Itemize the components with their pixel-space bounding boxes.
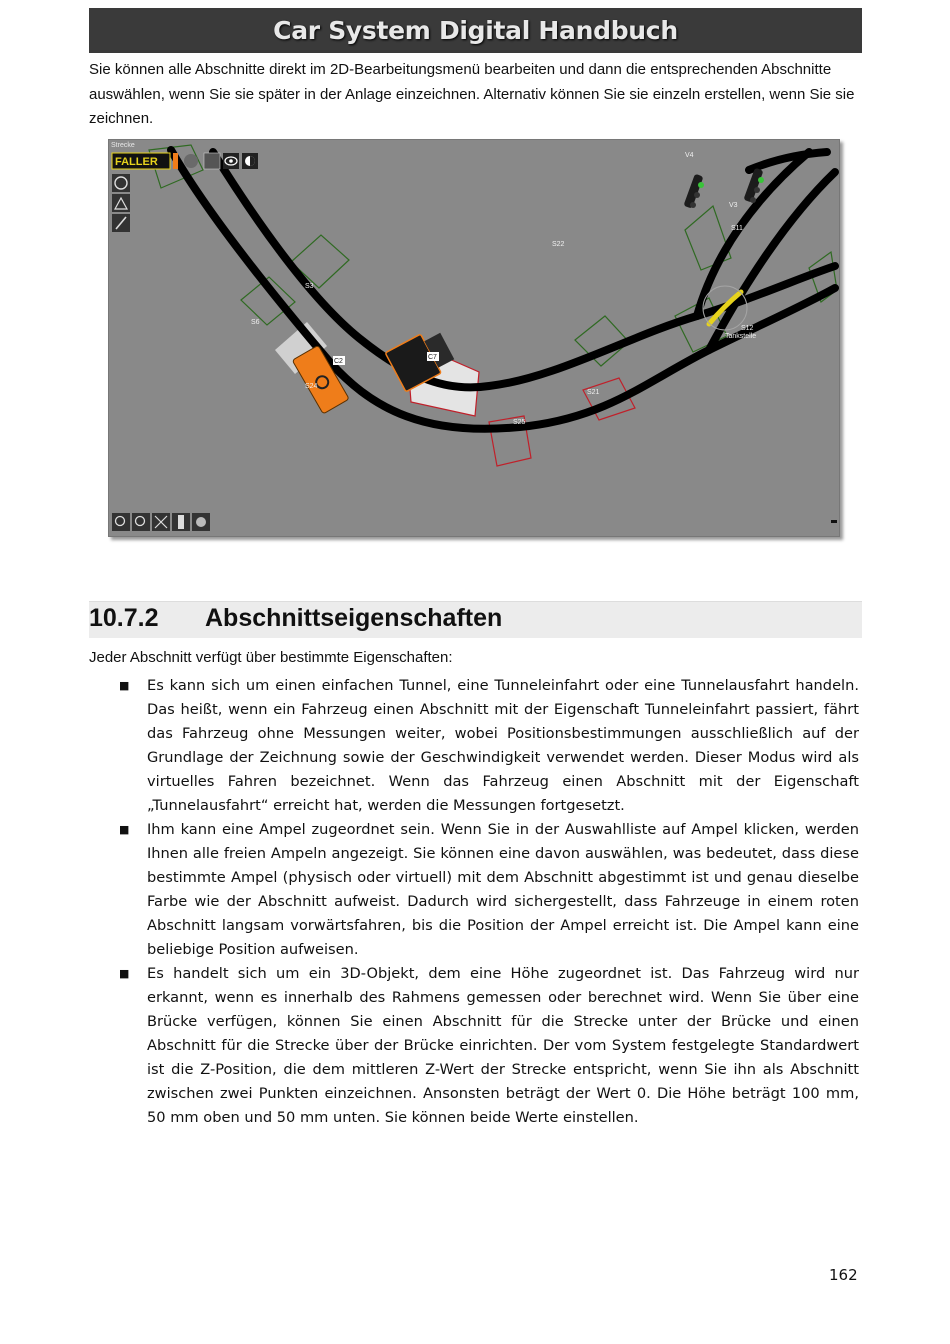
settings-icon[interactable] bbox=[184, 154, 198, 168]
intro-paragraph: Sie können alle Abschnitte direkt im 2D-Bearbeitungsmenü bearbeiten und dann die entsprechenden Abschnitte auswählen, wenn Sie sie später in der Anlage einzeichnen. Alternativ können Sie sie einzeln erstellen, wenn Sie sie zeichnen. bbox=[89, 61, 855, 127]
track-map bbox=[109, 140, 839, 536]
bullet-icon: ■ bbox=[119, 823, 130, 836]
document-title: Car System Digital Handbuch bbox=[273, 16, 678, 45]
editor-screenshot bbox=[108, 139, 840, 537]
zoom-out-icon[interactable] bbox=[132, 513, 150, 531]
section-title: Abschnittseigenschaften bbox=[205, 604, 503, 632]
side-tools bbox=[112, 174, 130, 232]
page-number: 162 bbox=[829, 1266, 858, 1284]
section-label: S3 bbox=[305, 283, 314, 290]
header-bar bbox=[89, 8, 862, 53]
list-item: ■ Es kann sich um einen einfachen Tunnel, eine Tunneleinfahrt oder eine Tunnelausfahrt handeln. Das heißt, wenn ein Fahrzeug einen Abschnitt mit der Eigenschaft Tunneleinfahrt passiert, fährt das Fahrzeug ohne Messungen weiter, wobei Positionsbestimmungen ausschließlich auf der Grundlage der Zeichnung sowie der Geschwindigkeit verwendet werden. Dieser Modus wird als virtuelles Fahren bezeichnet. Wenn das Fahrzeug einen Abschnitt mit der Eigenschaft „Tunnelausfahrt“ erreicht hat, werden die Messungen fortgesetzt. bbox=[119, 674, 859, 818]
section-label: V4 bbox=[685, 152, 694, 159]
property-list bbox=[119, 674, 859, 1130]
section-label: S11 bbox=[731, 225, 743, 232]
section-label: S21 bbox=[587, 389, 600, 396]
section-label: S22 bbox=[552, 241, 565, 248]
lead-text: Jeder Abschnitt verfügt über bestimmte Eigenschaften: bbox=[89, 649, 453, 666]
section-label: S25 bbox=[513, 419, 526, 426]
bullet-icon: ■ bbox=[119, 967, 130, 980]
list-item: ■ Ihm kann eine Ampel zugeordnet sein. Wenn Sie in der Auswahlliste auf Ampel klicken, werden Ihnen alle freien Ampeln angezeigt. Sie können eine davon auswählen, was bedeutet, dass diese bestimmte Ampel (physisch oder virtuell) mit dem Abschnitt abgestimmt ist und genau dieselbe Farbe wie der Abschnitt aufweist. Dadurch wird sichergestellt, dass Fahrzeuge in einem roten Abschnitt langsam vorwärtsfahren, bis die Position der Ampel erreicht ist. Die Ampel kann eine beliebige Position aufweisen. bbox=[119, 818, 859, 962]
grid-icon[interactable] bbox=[204, 153, 220, 169]
section-label: S6 bbox=[251, 319, 260, 326]
section-heading bbox=[89, 601, 862, 638]
section-label: S24 bbox=[305, 383, 318, 390]
tankstelle-label: Tankstelle bbox=[725, 333, 757, 340]
faller-logo: FALLER bbox=[115, 156, 158, 168]
section-number: 10.7.2 bbox=[89, 604, 159, 632]
window-label: Strecke bbox=[111, 142, 135, 149]
bullet-icon: ■ bbox=[119, 679, 130, 692]
section-label: V3 bbox=[729, 202, 738, 209]
section-label: S12 bbox=[741, 325, 754, 332]
vehicle-label: C2 bbox=[334, 358, 343, 365]
vehicle-label: C7 bbox=[428, 354, 437, 361]
list-item: ■ Es handelt sich um ein 3D-Objekt, dem eine Höhe zugeordnet ist. Das Fahrzeug wird nur erkannt, wenn es innerhalb des Rahmens gemessen oder berechnet wird. Wenn Sie über eine Brücke verfügen, können Sie einen Abschnitt für die Strecke unter der Brücke und einen Abschnitt für die Strecke über der Brücke einrichten. Der vom System festgelegte Standardwert ist die Z-Position, die dem mittleren Z-Wert der Strecke entspricht, wenn Sie ihn als Abschnitt zwischen zwei Punkten einzeichnen. Ansonsten beträgt der Wert 0. Die Höhe beträgt 100 mm, 50 mm oben und 50 mm unten. Sie können beide Werte einstellen. bbox=[119, 962, 859, 1130]
zoom-in-icon[interactable] bbox=[112, 513, 130, 531]
